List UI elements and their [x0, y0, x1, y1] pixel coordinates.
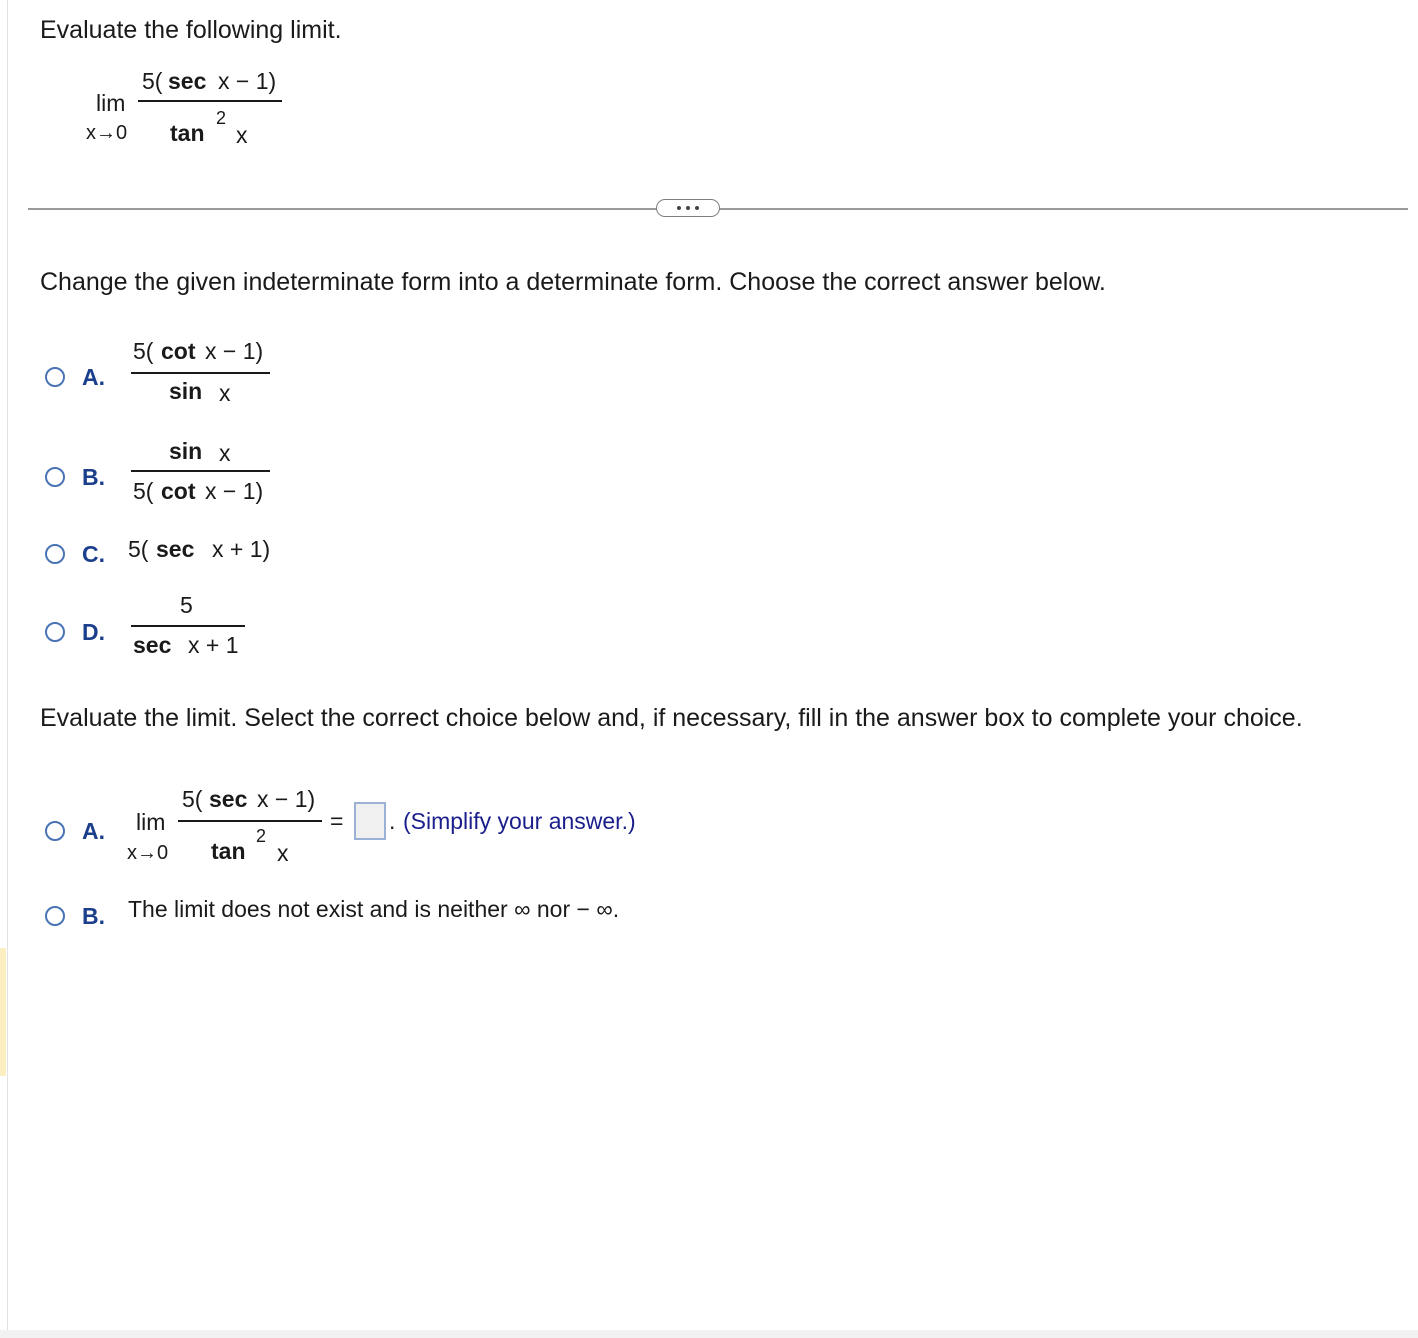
left-border [7, 0, 8, 1330]
option-letter: B. [82, 903, 105, 929]
fraction-bar [131, 625, 245, 627]
numerator-func: cot [161, 338, 196, 364]
option-letter: B. [82, 464, 105, 490]
fraction-bar [138, 100, 282, 102]
radio-button[interactable] [45, 367, 65, 387]
equals-sign: = [330, 808, 344, 834]
numerator-func: sec [209, 786, 248, 812]
part2-prompt: Evaluate the limit. Select the correct choice below and, if necessary, fill in the answer box to complete your choice. [40, 704, 1303, 732]
denominator-func: tan [211, 838, 246, 864]
more-options-button[interactable] [656, 199, 720, 217]
denominator-func: tan [170, 120, 205, 146]
option-letter: D. [82, 619, 105, 645]
option-letter: C. [82, 541, 105, 567]
denominator-func: sin [169, 378, 203, 404]
answer-input[interactable] [354, 802, 386, 840]
dot-icon [677, 206, 681, 210]
answer-period: . [389, 808, 396, 834]
radio-button[interactable] [45, 544, 65, 564]
radio-button[interactable] [45, 906, 65, 926]
fraction-bar [131, 470, 270, 472]
denominator-func: sec [133, 632, 172, 658]
radio-button[interactable] [45, 622, 65, 642]
denominator-exp: 2 [256, 826, 267, 846]
numerator-func: sin [169, 438, 203, 464]
numerator-prefix: 5( [133, 338, 154, 364]
expression-prefix: 5( [128, 536, 149, 562]
fraction-bar [131, 372, 270, 374]
option-text: The limit does not exist and is neither ∞ nor − ∞. [128, 896, 620, 922]
question-intro: Evaluate the following limit. [40, 16, 342, 44]
denominator-var: x [277, 840, 289, 866]
numerator-suffix: x − 1) [218, 68, 277, 94]
bottom-bar [0, 1330, 1418, 1338]
denominator-exp: 2 [216, 108, 227, 128]
fraction-bar [178, 820, 322, 822]
numerator-suffix: x − 1) [257, 786, 316, 812]
lim-label: lim [136, 809, 166, 835]
lim-label: lim [96, 90, 126, 116]
part1-prompt: Change the given indeterminate form into a determinate form. Choose the correct answer below. [40, 268, 1106, 296]
denominator-var: x [219, 380, 231, 406]
radio-button[interactable] [45, 821, 65, 841]
lim-approach: x→0 [127, 842, 169, 864]
dot-icon [686, 206, 690, 210]
denominator-func: cot [161, 478, 196, 504]
simplify-hint: (Simplify your answer.) [403, 808, 636, 834]
numerator: 5 [180, 592, 193, 618]
denominator-var: x [236, 122, 248, 148]
numerator-prefix: 5( [182, 786, 203, 812]
numerator-prefix: 5( [142, 68, 163, 94]
expression-func: sec [156, 536, 195, 562]
numerator-func: sec [168, 68, 207, 94]
lim-approach: x→0 [86, 122, 128, 144]
radio-button[interactable] [45, 467, 65, 487]
dot-icon [695, 206, 699, 210]
option-letter: A. [82, 364, 105, 390]
denominator-prefix: 5( [133, 478, 154, 504]
focus-indicator [0, 948, 6, 1076]
denominator-suffix: x − 1) [205, 478, 264, 504]
option-letter: A. [82, 818, 105, 844]
numerator-var: x [219, 440, 231, 466]
numerator-suffix: x − 1) [205, 338, 264, 364]
expression-suffix: x + 1) [212, 536, 271, 562]
denominator-suffix: x + 1 [188, 632, 239, 658]
